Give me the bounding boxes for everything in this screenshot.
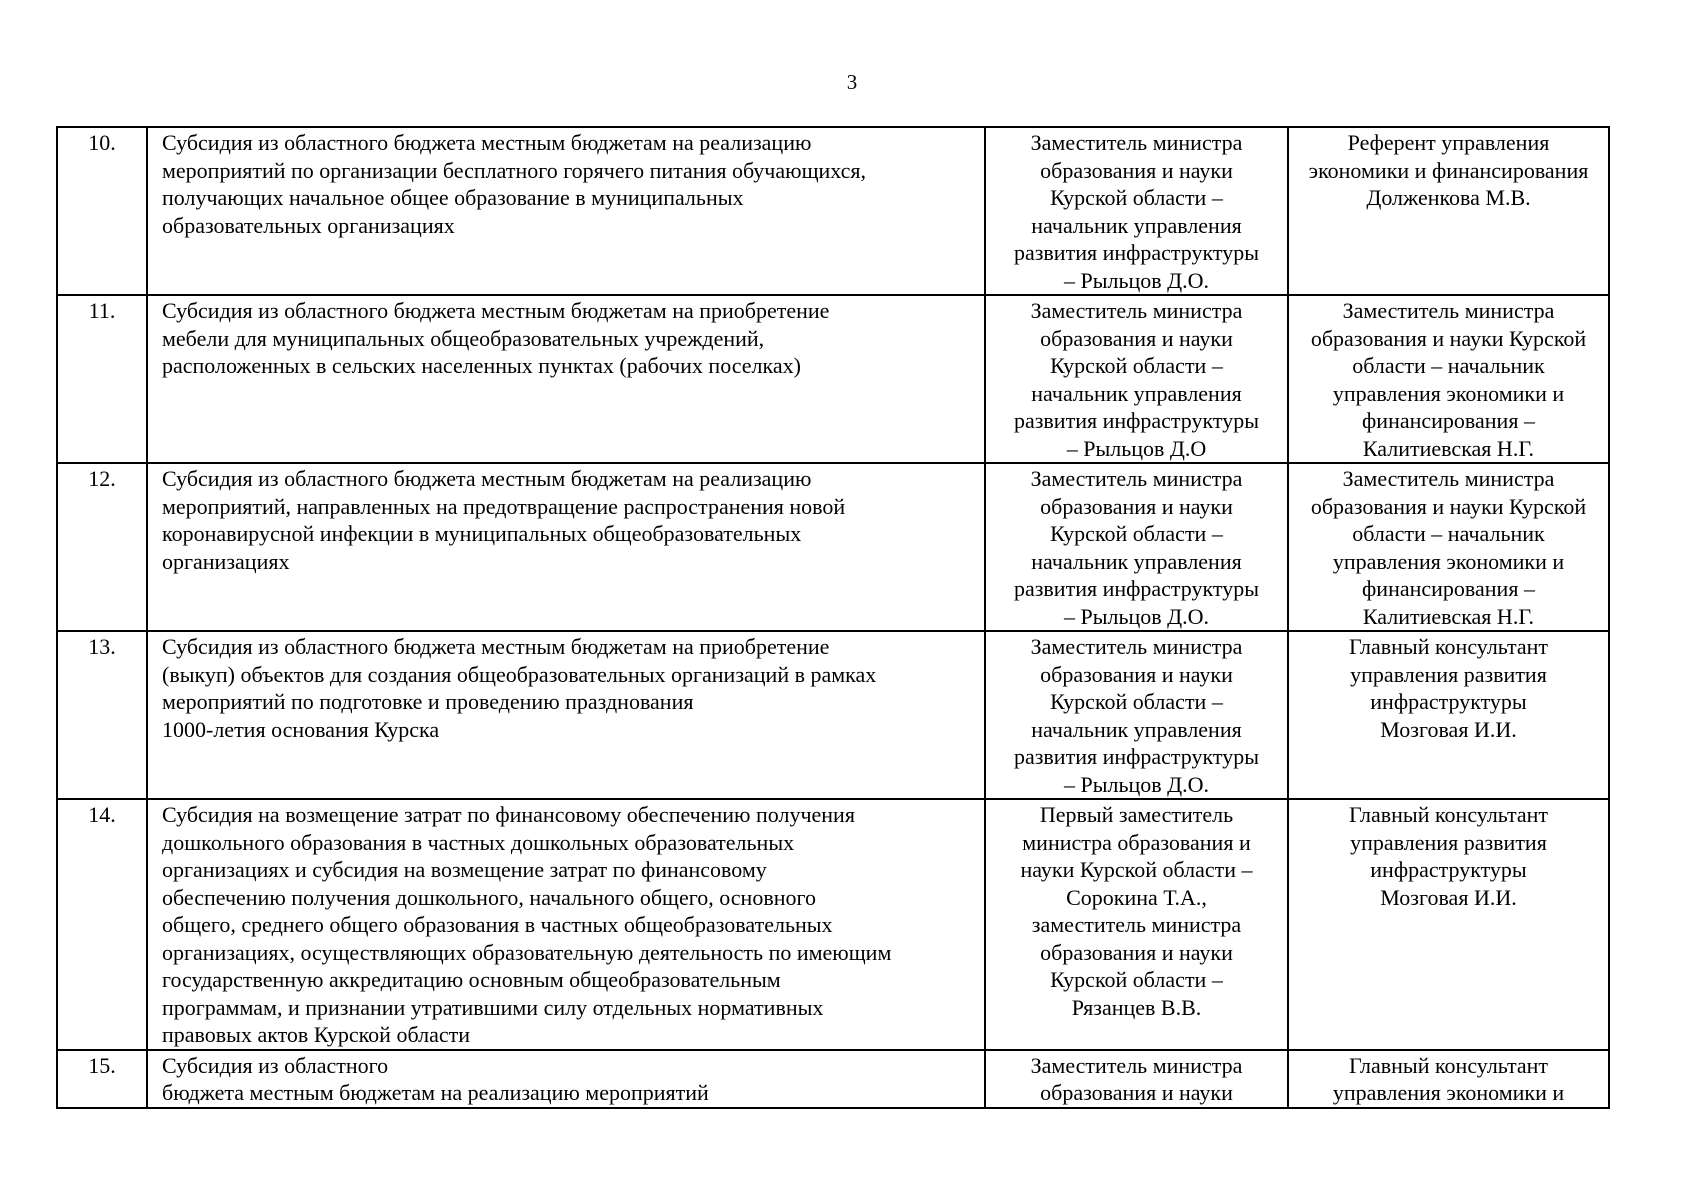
responsible-cell-line: – Рыльцов Д.О.	[1063, 267, 1210, 293]
executor-cell-line: образования и науки Курской	[1310, 493, 1587, 519]
executor-cell-line: инфраструктуры	[1370, 857, 1527, 882]
executor-cell-line: инфраструктуры	[1370, 689, 1527, 714]
description-cell-line: общего, среднего общего образования в частных общеобразовательных	[162, 912, 833, 937]
responsible-cell-line: Курской области –	[1050, 689, 1223, 714]
description-cell-line: организациях и субсидия на возмещение затрат по финансовому	[162, 857, 767, 882]
responsible-cell-line: начальник управления	[1031, 548, 1242, 574]
responsible-cell-line: Заместитель министра	[1030, 298, 1243, 323]
responsible-cell-line: Курской области –	[1050, 521, 1223, 546]
responsible-cell-line: Заместитель министра	[1030, 466, 1243, 491]
description-cell-line: мебели для муниципальных общеобразовательных учреждений,	[162, 325, 765, 351]
executor-cell	[1288, 127, 1609, 295]
description-cell-line: Субсидия из областного бюджета местным бюджетам на приобретение	[162, 298, 830, 323]
executor-cell-line: управления развития	[1350, 661, 1547, 687]
description-cell-line: организациях, осуществляющих образовательную деятельность по имеющим	[162, 939, 892, 965]
responsible-cell	[985, 127, 1288, 295]
table-row	[57, 631, 1609, 799]
description-cell-line: Субсидия из областного бюджета местным бюджетам на реализацию	[162, 466, 812, 491]
description-cell-line: правовых актов Курской области	[162, 1022, 470, 1047]
responsible-cell-line: Первый заместитель	[1039, 802, 1234, 827]
responsible-cell-line: Заместитель министра	[1030, 634, 1243, 659]
table-row	[57, 463, 1609, 631]
responsible-cell-line: Рязанцев В.В.	[1071, 994, 1202, 1020]
description-cell-line: дошкольного образования в частных дошкольных образовательных	[162, 829, 795, 855]
description-cell-line: Субсидия из областного бюджета местным бюджетам на приобретение	[162, 634, 830, 659]
description-cell-line: 1000-летия основания Курска	[162, 716, 440, 742]
table-row	[57, 295, 1609, 463]
responsible-cell-line: образования и науки	[1040, 493, 1233, 519]
description-cell	[147, 799, 985, 1050]
description-cell-line: Субсидия из областного	[162, 1052, 389, 1078]
responsible-cell-line: Заместитель министра	[1030, 130, 1243, 155]
responsible-cell-line: – Рыльцов Д.О	[1066, 435, 1207, 461]
executor-cell-line: Мозговая И.И.	[1380, 716, 1517, 742]
row-number: 12.	[57, 463, 147, 631]
responsible-cell-line: развития инфраструктуры	[1013, 576, 1260, 601]
description-cell-line: (выкуп) объектов для создания общеобразовательных организаций в рамках	[162, 661, 877, 687]
responsible-cell-line: заместитель министра	[1031, 912, 1242, 937]
responsible-cell-line: развития инфраструктуры	[1013, 240, 1260, 265]
responsible-cell-line: образования и науки	[1040, 1080, 1233, 1105]
executor-cell	[1288, 1050, 1609, 1108]
executor-cell-line: управления экономики и	[1332, 548, 1565, 574]
responsible-cell-line: начальник управления	[1031, 212, 1242, 238]
executor-cell-line: финансирования –	[1362, 408, 1535, 433]
executor-cell-line: Калитиевская Н.Г.	[1362, 435, 1535, 461]
responsible-cell-line: науки Курской области –	[1020, 857, 1253, 882]
executor-cell-line: управления развития	[1350, 829, 1547, 855]
row-number: 15.	[57, 1050, 147, 1108]
executor-cell-line: области – начальник	[1352, 521, 1545, 546]
executor-cell-line: Главный консультант	[1348, 1052, 1549, 1078]
responsibility-table	[56, 126, 1610, 1109]
responsible-cell-line: развития инфраструктуры	[1013, 408, 1260, 433]
description-cell-line: организациях	[162, 548, 290, 574]
executor-cell-line: управления экономики и	[1332, 1080, 1565, 1105]
description-cell-line: программам, и признании утратившими силу отдельных нормативных	[162, 994, 824, 1020]
executor-cell-line: Мозговая И.И.	[1380, 884, 1517, 910]
executor-cell-line: Главный консультант	[1348, 802, 1549, 827]
description-cell-line: расположенных в сельских населенных пунктах (рабочих поселках)	[162, 353, 801, 378]
responsible-cell-line: начальник управления	[1031, 380, 1242, 406]
executor-cell-line: Главный консультант	[1348, 634, 1549, 659]
responsible-cell-line: образования и науки	[1040, 939, 1233, 965]
responsible-cell-line: образования и науки	[1040, 661, 1233, 687]
responsible-cell	[985, 799, 1288, 1050]
responsible-cell-line: образования и науки	[1040, 157, 1233, 183]
responsible-cell-line: развития инфраструктуры	[1013, 744, 1260, 769]
description-cell-line: обеспечению получения дошкольного, начального общего, основного	[162, 884, 816, 910]
executor-cell-line: Заместитель министра	[1342, 466, 1555, 491]
row-number: 11.	[57, 295, 147, 463]
description-cell-line: мероприятий по подготовке и проведению празднования	[162, 689, 694, 714]
responsible-cell-line: образования и науки	[1040, 325, 1233, 351]
executor-cell-line: Заместитель министра	[1342, 298, 1555, 323]
executor-cell	[1288, 631, 1609, 799]
executor-cell-line: Долженкова М.В.	[1366, 185, 1531, 210]
responsible-cell-line: Курской области –	[1050, 353, 1223, 378]
responsible-cell-line: начальник управления	[1031, 716, 1242, 742]
executor-cell-line: Референт управления	[1347, 130, 1550, 155]
responsible-cell	[985, 631, 1288, 799]
table-row	[57, 799, 1609, 1050]
description-cell-line: мероприятий, направленных на предотвращение распространения новой	[162, 493, 846, 519]
row-number: 13.	[57, 631, 147, 799]
responsible-cell-line: Курской области –	[1050, 185, 1223, 210]
responsible-cell	[985, 1050, 1288, 1108]
executor-cell	[1288, 799, 1609, 1050]
responsible-cell-line: министра образования и	[1022, 829, 1251, 855]
executor-cell	[1288, 295, 1609, 463]
description-cell	[147, 463, 985, 631]
responsible-cell-line: Заместитель министра	[1030, 1052, 1243, 1078]
description-cell	[147, 127, 985, 295]
description-cell-line: образовательных организациях	[162, 212, 455, 238]
responsible-cell	[985, 295, 1288, 463]
responsible-cell	[985, 463, 1288, 631]
table-row	[57, 127, 1609, 295]
responsible-cell-line: Сорокина Т.А.,	[1066, 884, 1207, 910]
description-cell-line: Субсидия на возмещение затрат по финансовому обеспечению получения	[162, 802, 855, 827]
table-row	[57, 1050, 1609, 1108]
description-cell-line: Субсидия из областного бюджета местным бюджетам на реализацию	[162, 130, 812, 155]
executor-cell-line: области – начальник	[1352, 353, 1545, 378]
responsible-cell-line: – Рыльцов Д.О.	[1063, 603, 1210, 629]
description-cell	[147, 295, 985, 463]
responsible-cell-line: Курской области –	[1050, 967, 1223, 992]
executor-cell-line: финансирования –	[1362, 576, 1535, 601]
description-cell-line: государственную аккредитацию основным общеобразовательным	[162, 967, 781, 992]
executor-cell-line: экономики и финансирования	[1308, 157, 1589, 183]
responsible-cell-line: – Рыльцов Д.О.	[1063, 771, 1210, 797]
page-number: 3	[846, 70, 858, 94]
row-number: 10.	[57, 127, 147, 295]
description-cell-line: коронавирусной инфекции в муниципальных общеобразовательных	[162, 521, 802, 546]
description-cell	[147, 631, 985, 799]
description-cell-line: бюджета местным бюджетам на реализацию мероприятий	[162, 1080, 709, 1105]
description-cell-line: получающих начальное общее образование в муниципальных	[162, 185, 744, 210]
description-cell	[147, 1050, 985, 1108]
executor-cell-line: образования и науки Курской	[1310, 325, 1587, 351]
executor-cell-line: Калитиевская Н.Г.	[1362, 603, 1535, 629]
executor-cell	[1288, 463, 1609, 631]
row-number: 14.	[57, 799, 147, 1050]
description-cell-line: мероприятий по организации бесплатного горячего питания обучающихся,	[162, 157, 867, 183]
executor-cell-line: управления экономики и	[1332, 380, 1565, 406]
